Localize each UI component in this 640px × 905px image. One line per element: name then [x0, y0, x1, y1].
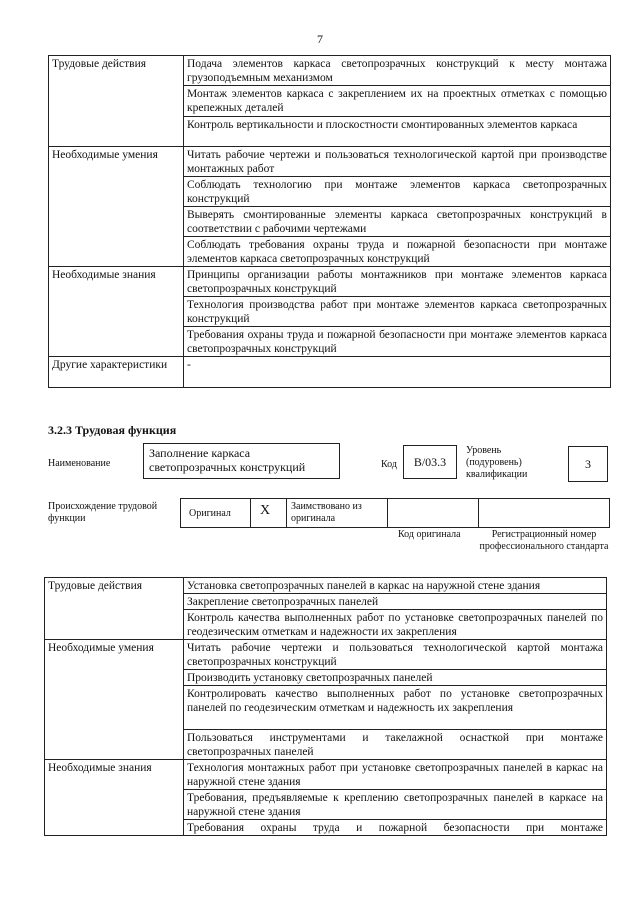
competency-table-1	[48, 55, 611, 388]
origin-box	[180, 498, 610, 528]
name-value: Заполнение каркаса светопрозрачных конструкций	[143, 443, 340, 479]
table-cell: Производить установку светопрозрачных панелей	[184, 670, 607, 686]
table-row	[49, 267, 611, 297]
competency-table-2	[44, 577, 607, 836]
table-cell: Требования охраны труда и пожарной безопасности при монтаже	[184, 820, 607, 836]
code-original-caption: Код оригинала	[398, 529, 461, 540]
table-row	[49, 357, 611, 388]
name-label: Наименование	[48, 458, 111, 469]
origin-label: Происхождение трудовой функции	[48, 501, 158, 524]
row-label: Необходимые умения	[49, 147, 184, 267]
code-label: Код	[381, 459, 397, 470]
table-cell: Требования, предъявляемые к креплению светопрозрачных панелей в каркасе на наружной стене здания	[184, 790, 607, 820]
page-number: 7	[317, 32, 323, 46]
table-cell: Технология монтажных работ при установке светопрозрачных панелей в каркас на наружной стене здания	[184, 760, 607, 790]
row-label: Необходимые знания	[45, 760, 184, 836]
table-cell: Установка светопрозрачных панелей в каркас на наружной стене здания	[184, 578, 607, 594]
table-cell: Соблюдать технологию при монтаже элементов каркаса светопрозрачных конструкций	[184, 177, 611, 207]
row-label: Трудовые действия	[49, 56, 184, 147]
original-label: Оригинал	[189, 508, 231, 519]
row-label: Трудовые действия	[45, 578, 184, 640]
table-row	[45, 760, 607, 790]
section-heading: 3.2.3 Трудовая функция	[48, 423, 177, 437]
table-cell: Подача элементов каркаса светопрозрачных конструкций к месту монтажа грузоподъемным механизмом	[184, 56, 611, 86]
table-cell: Читать рабочие чертежи и пользоваться технологической картой при производстве монтажных работ	[184, 147, 611, 177]
table-cell: Читать рабочие чертежи и пользоваться технологической картой монтажа светопрозрачных конструкций	[184, 640, 607, 670]
code-value: B/03.3	[403, 445, 457, 479]
table-cell: Выверять смонтированные элементы каркаса светопрозрачных конструкций в соответствии с рабочими чертежами	[184, 207, 611, 237]
table-cell: Контролировать качество выполненных работ по установке светопрозрачных панелей по геодезическим отметкам и надежность их закрепления	[184, 686, 607, 730]
row-label: Необходимые умения	[45, 640, 184, 760]
table-row	[49, 56, 611, 86]
table-cell: Закрепление светопрозрачных панелей	[184, 594, 607, 610]
row-label: Другие характеристики	[49, 357, 184, 388]
table-cell: Соблюдать требования охраны труда и пожарной безопасности при монтаже элементов каркаса светопрозрачных конструкций	[184, 237, 611, 267]
table-cell: Контроль качества выполненных работ по установке светопрозрачных панелей по геодезическим отметкам и надежности их закрепления	[184, 610, 607, 640]
original-mark: X	[260, 503, 271, 518]
table-row	[45, 578, 607, 594]
table-cell: Требования охраны труда и пожарной безопасности при монтаже элементов каркаса светопрозрачных конструкций	[184, 327, 611, 357]
table-cell: Технология производства работ при монтаже элементов каркаса светопрозрачных конструкций	[184, 297, 611, 327]
table-row	[49, 147, 611, 177]
reg-number-caption: Регистрационный номер профессионального стандарта	[479, 529, 609, 552]
row-label: Необходимые знания	[49, 267, 184, 357]
borrowed-label: Заимствовано из оригинала	[291, 501, 362, 524]
level-label: Уровень (подуровень) квалификации	[466, 445, 528, 480]
table-cell: Пользоваться инструментами и такелажной оснасткой при монтаже светопрозрачных панелей	[184, 730, 607, 760]
table-row	[45, 640, 607, 670]
table-cell: -	[184, 357, 611, 388]
table-cell: Монтаж элементов каркаса с закреплением их на проектных отметках с помощью крепежных деталей	[184, 86, 611, 117]
level-value: 3	[568, 446, 608, 482]
table-cell: Контроль вертикальности и плоскостности смонтированных элементов каркаса	[184, 117, 611, 147]
table-cell: Принципы организации работы монтажников при монтаже элементов каркаса светопрозрачных конструкций	[184, 267, 611, 297]
